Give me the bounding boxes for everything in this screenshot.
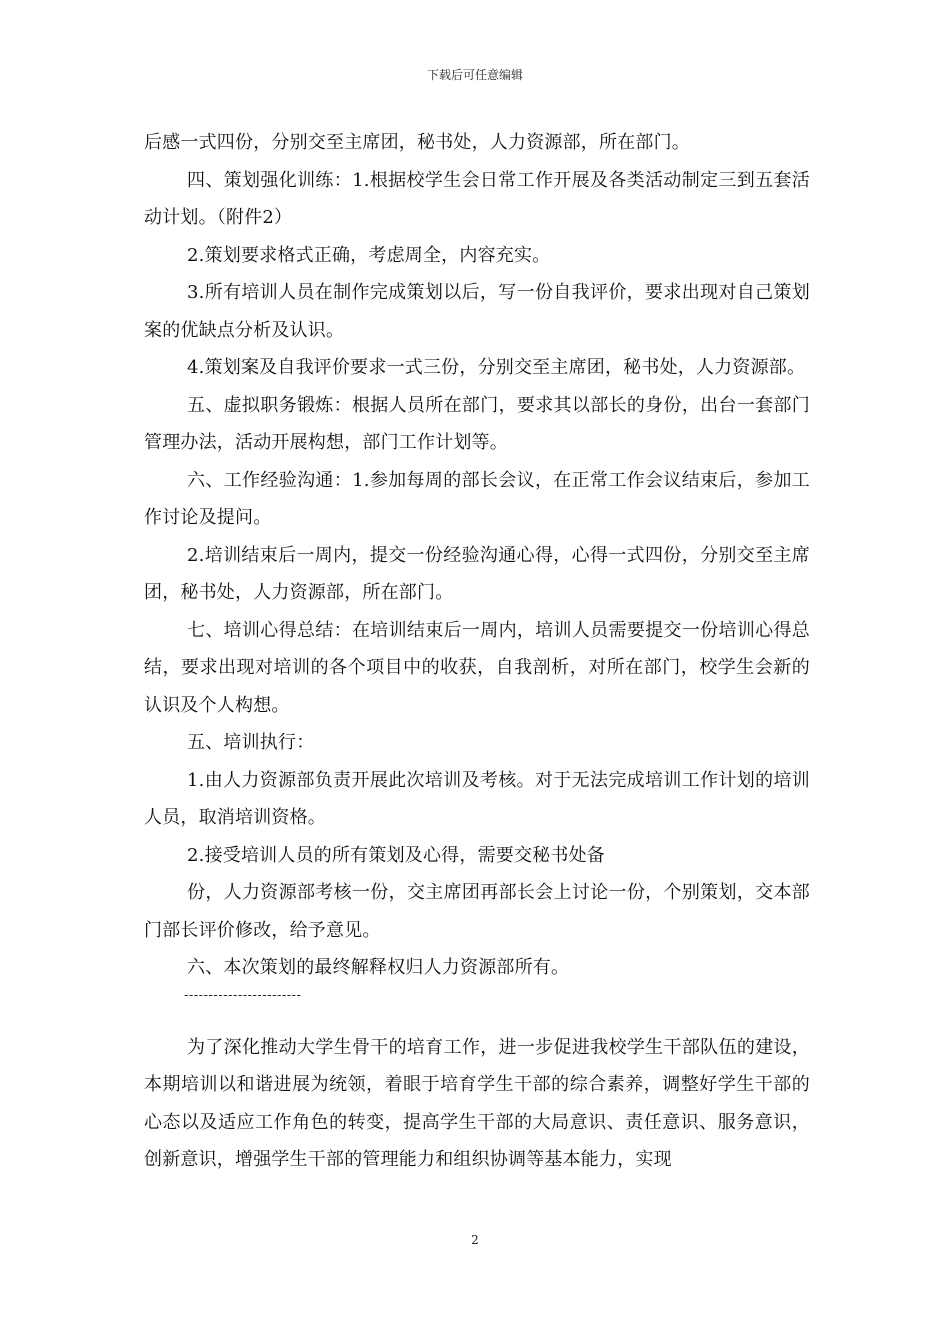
paragraph: 2.培训结束后一周内，提交一份经验沟通心得，心得一式四份，分别交至主席团，秘书处，人力资源部，所在部门。 xyxy=(144,544,810,603)
paragraph: 2.接受培训人员的所有策划及心得，需要交秘书处备 xyxy=(187,844,605,866)
paragraph: 份，人力资源部考核一份，交主席团再部长会上讨论一份，个别策划，交本部门部长评价修改，给予意见。 xyxy=(144,882,810,941)
paragraph: 四、策划强化训练：1.根据校学生会日常工作开展及各类活动制定三到五套活动计划。（附件2） xyxy=(144,169,810,228)
paragraph: 五、培训执行： xyxy=(187,732,315,753)
page-header: 下载后可任意编辑 xyxy=(426,68,523,82)
paragraph: 七、培训心得总结：在培训结束后一周内，培训人员需要提交一份培训心得总结，要求出现对培训的各个项目中的收获，自我剖析，对所在部门，校学生会新的认识及个人构想。 xyxy=(144,619,810,716)
paragraph: 2.策划要求格式正确，考虑周全，内容充实。 xyxy=(187,244,551,266)
paragraph: 五、虚拟职务锻炼：根据人员所在部门，要求其以部长的身份，出台一套部门管理办法，活动开展构想，部门工作计划等。 xyxy=(144,394,810,453)
paragraph: 六、工作经验沟通：1.参加每周的部长会议，在正常工作会议结束后，参加工作讨论及提问。 xyxy=(144,469,810,528)
paragraph: 后感一式四份，分别交至主席团，秘书处，人力资源部，所在部门。 xyxy=(144,132,690,153)
paragraph: 为了深化推动大学生骨干的培育工作，进一步促进我校学生干部队伍的建设，本期培训以和谐进展为统领，着眼于培育学生干部的综合素养，调整好学生干部的心态以及适应工作角色的转变，提高学生干部的大局意识、责任意识、服务意识，创新意识，增强学生干部的管理能力和组织协调等基本能力，实现 xyxy=(144,1036,810,1170)
paragraph: 4.策划案及自我评价要求一式三份，分别交至主席团，秘书处，人力资源部。 xyxy=(187,357,806,378)
document-body xyxy=(144,124,810,1179)
paragraph: 六、本次策划的最终解释权归人力资源部所有。 xyxy=(187,957,570,978)
separator-line: ------------------------ xyxy=(184,987,302,1003)
paragraph: 1.由人力资源部负责开展此次培训及考核。对于无法完成培训工作计划的培训人员，取消培训资格。 xyxy=(144,769,810,828)
paragraph: 3.所有培训人员在制作完成策划以后，写一份自我评价，要求出现对自己策划案的优缺点分析及认识。 xyxy=(144,282,810,341)
page-number: 2 xyxy=(471,1233,479,1247)
